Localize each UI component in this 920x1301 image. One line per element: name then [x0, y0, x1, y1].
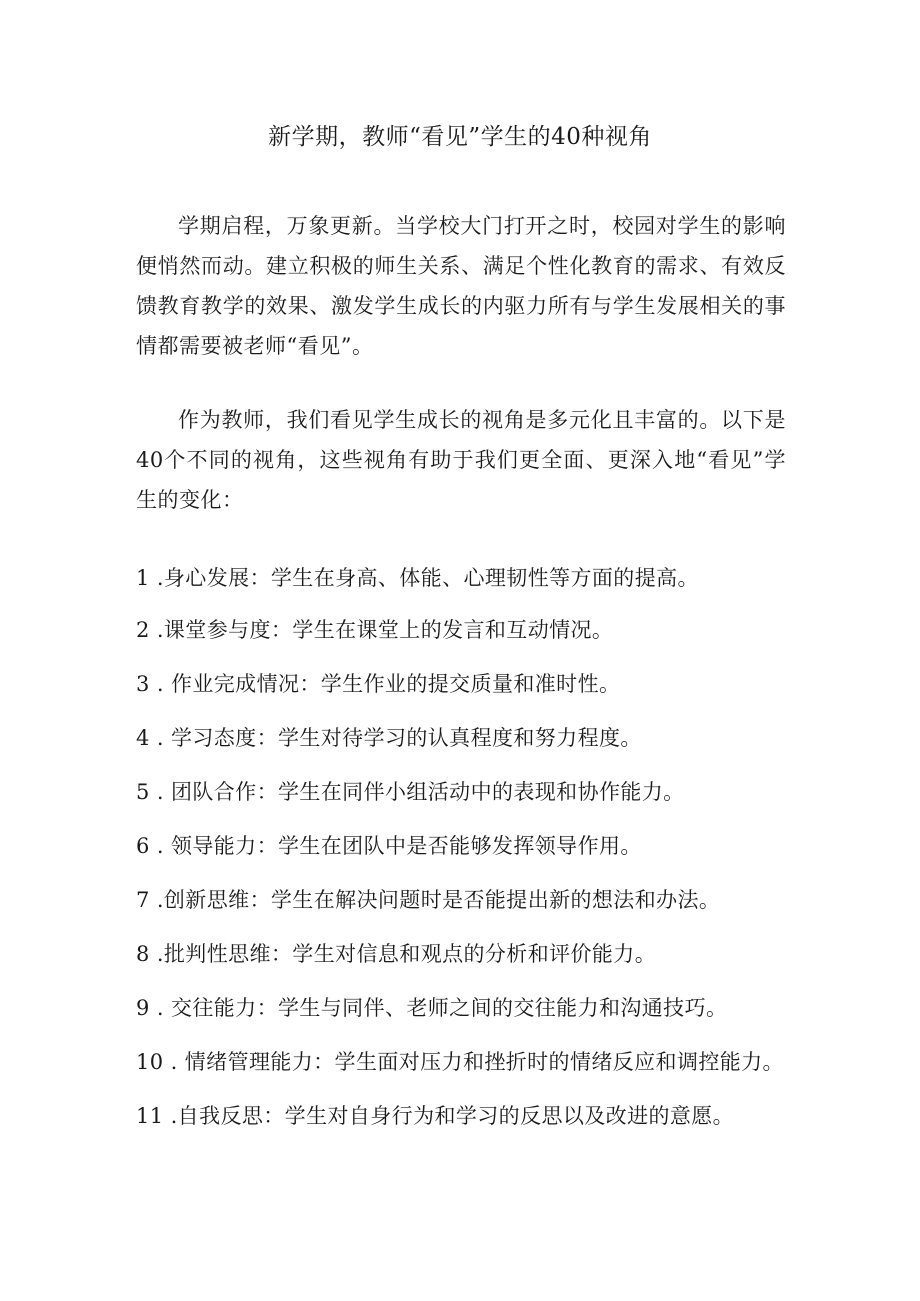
list-item: 5 . 团队合作：学生在同伴小组活动中的表现和协作能力。 [136, 780, 685, 804]
intro-paragraph: 学期启程，万象更新。当学校大门打开之时，校园对学生的影响便悄然而动。建立积极的师生关系、满足个性化教育的需求、有效反馈教育教学的效果、激发学生成长的内驱力所有与学生发展相关的事情都需要被老师“看见”。 [136, 214, 786, 358]
list-item: 2 .课堂参与度：学生在课堂上的发言和互动情况。 [136, 618, 614, 642]
list-item: 8 .批判性思维：学生对信息和观点的分析和评价能力。 [136, 942, 657, 966]
list-item: 9 . 交往能力：学生与同伴、老师之间的交往能力和沟通技巧。 [136, 996, 728, 1020]
list-item: 10 . 情绪管理能力：学生面对压力和挫折时的情绪反应和调控能力。 [136, 1050, 784, 1074]
list-item: 1 .身心发展：学生在身高、体能、心理韧性等方面的提高。 [136, 566, 699, 590]
list-item: 6 . 领导能力：学生在团队中是否能够发挥领导作用。 [136, 834, 642, 858]
lead-in-paragraph: 作为教师，我们看见学生成长的视角是多元化且丰富的。以下是40个不同的视角，这些视角有助于我们更全面、更深入地“看见”学生的变化： [136, 408, 786, 512]
document-title: 新学期，教师“看见”学生的40种视角 [268, 124, 652, 150]
list-item: 3 . 作业完成情况：学生作业的提交质量和准时性。 [136, 672, 621, 696]
list-item: 11 .自我反思：学生对自身行为和学习的反思以及改进的意愿。 [136, 1104, 735, 1128]
list-item: 4 . 学习态度：学生对待学习的认真程度和努力程度。 [136, 726, 642, 750]
list-item: 7 .创新思维：学生在解决问题时是否能提出新的想法和办法。 [136, 888, 721, 912]
